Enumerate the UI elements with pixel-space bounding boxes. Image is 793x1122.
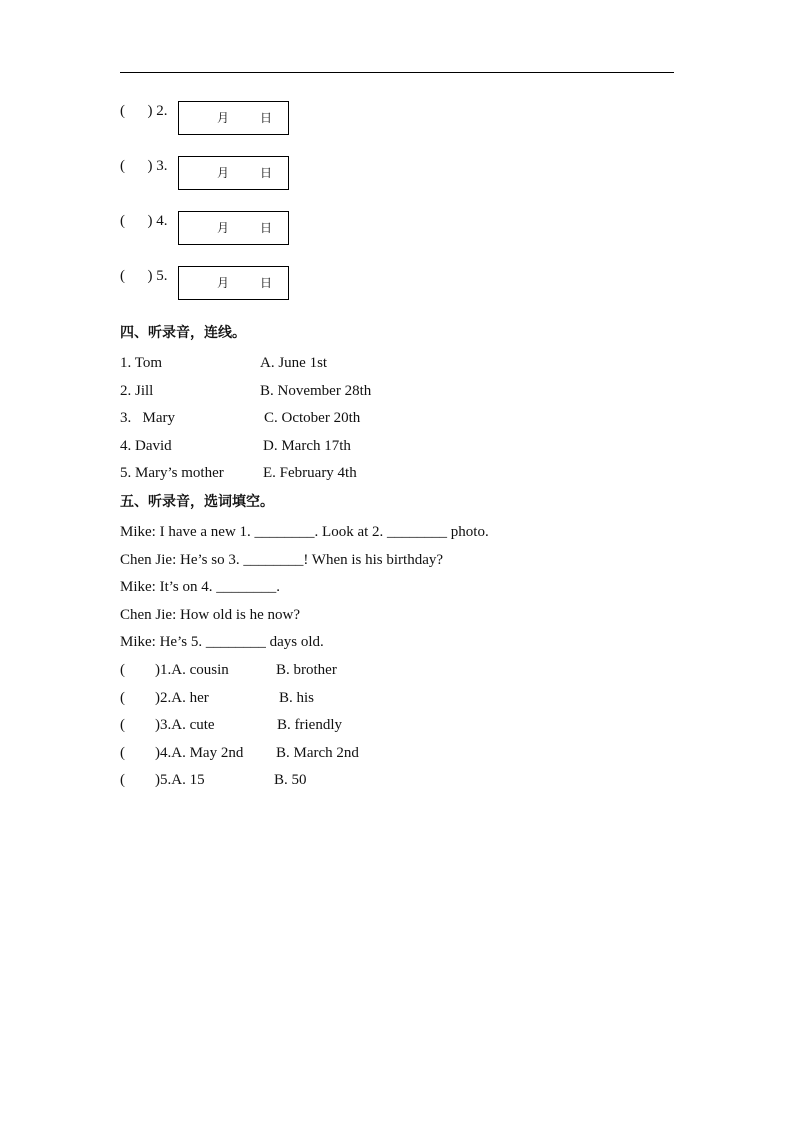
dialogue-line: Mike: I have a new 1. ________. Look at 2. ________ photo. [120, 524, 489, 540]
month-label: 月 [217, 111, 230, 125]
dialogue-line: Mike: It’s on 4. ________. [120, 579, 280, 595]
match-right-item: C. October 20th [264, 410, 361, 426]
choice-option-b: B. March 2nd [276, 745, 359, 761]
month-label: 月 [217, 166, 230, 180]
match-right-item: A. June 1st [260, 355, 328, 371]
match-right-item: E. February 4th [263, 465, 357, 481]
match-left-item: 3. Mary [120, 410, 175, 426]
date-item-5-label: ( ) 5. [120, 268, 168, 284]
section5-heading: 五、听录音，选词填空。 [120, 494, 274, 510]
date-answer-box[interactable] [178, 211, 289, 245]
day-label: 日 [260, 166, 273, 180]
month-label: 月 [217, 276, 230, 290]
match-left-item: 1. Tom [120, 355, 163, 371]
dialogue-line: Chen Jie: He’s so 3. ________! When is his birthday? [120, 552, 444, 568]
match-left-item: 5. Mary’s mother [120, 465, 224, 481]
date-answer-box[interactable] [178, 266, 289, 300]
match-right-item: D. March 17th [263, 438, 351, 454]
choice-option-b: B. 50 [274, 772, 307, 788]
day-label: 日 [260, 111, 273, 125]
choice-option-a: ( )2.A. her [120, 690, 209, 706]
match-right-item: B. November 28th [260, 383, 372, 399]
date-item-4-label: ( ) 4. [120, 213, 168, 229]
choice-option-a: ( )5.A. 15 [120, 772, 205, 788]
day-label: 日 [260, 276, 273, 290]
choice-option-a: ( )3.A. cute [120, 717, 215, 733]
dialogue-line: Mike: He’s 5. ________ days old. [120, 634, 324, 650]
choice-option-a: ( )4.A. May 2nd [120, 745, 244, 761]
date-answer-box[interactable] [178, 101, 289, 135]
choice-option-b: B. brother [276, 662, 337, 678]
match-left-item: 4. David [120, 438, 172, 454]
date-item-2-label: ( ) 2. [120, 103, 168, 119]
day-label: 日 [260, 221, 273, 235]
dialogue-line: Chen Jie: How old is he now? [120, 607, 300, 623]
date-item-3-label: ( ) 3. [120, 158, 168, 174]
month-label: 月 [217, 221, 230, 235]
header-rule [120, 72, 674, 73]
date-answer-box[interactable] [178, 156, 289, 190]
choice-option-a: ( )1.A. cousin [120, 662, 229, 678]
match-left-item: 2. Jill [120, 383, 154, 399]
choice-option-b: B. friendly [277, 717, 342, 733]
choice-option-b: B. his [279, 690, 315, 706]
section4-heading: 四、听录音，连线。 [120, 325, 246, 341]
